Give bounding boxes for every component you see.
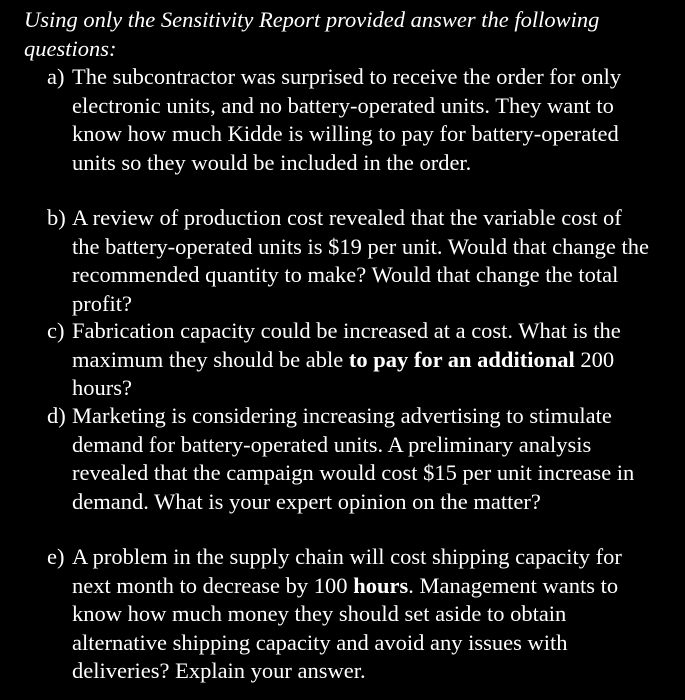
question-a xyxy=(0,63,652,204)
question-marker: b) xyxy=(47,205,66,230)
question-b xyxy=(0,204,652,317)
question-text-part: A problem in the supply chain will cost shipping capacity for next month to decrease by 100 xyxy=(72,544,622,598)
question-e xyxy=(0,543,652,684)
question-marker: c) xyxy=(47,318,65,343)
question-marker: d) xyxy=(47,403,66,428)
question-marker: e) xyxy=(47,544,65,569)
question-text-bold: hours xyxy=(353,572,409,598)
question-c xyxy=(0,317,652,402)
question-text-part: . Management wants to know how much money they should set aside to obtain alternative shipping capacity and avoid any issues with deliveries? Explain your answer. xyxy=(72,572,619,683)
question-marker: a) xyxy=(47,64,65,89)
question-text: Marketing is considering increasing advertising to stimulate demand for battery-operated units. A preliminary analysis revealed that the campaign would cost $15 per unit increase in demand. What is your expert opinion on the matter? xyxy=(72,403,635,514)
question-text: The subcontractor was surprised to receive the order for only electronic units, and no battery-operated units. They want to know how much Kidde is willing to pay for battery-operated units so they would be included in the order. xyxy=(72,64,622,175)
instructions-heading: Using only the Sensitivity Report provided answer the following questions: xyxy=(24,7,600,61)
question-text-part: Fabrication capacity could be increased at a cost. What is the maximum they should be able xyxy=(72,318,621,372)
question-d xyxy=(0,402,652,543)
question-text-part: 200 hours? xyxy=(72,346,615,400)
question-text-bold: to pay for an additional xyxy=(348,346,575,372)
question-text: A review of production cost revealed that the variable cost of the battery-operated units is $19 per unit. Would that change the recommended quantity to make? Would that change the total profit? xyxy=(72,205,649,316)
question-list xyxy=(0,63,685,684)
